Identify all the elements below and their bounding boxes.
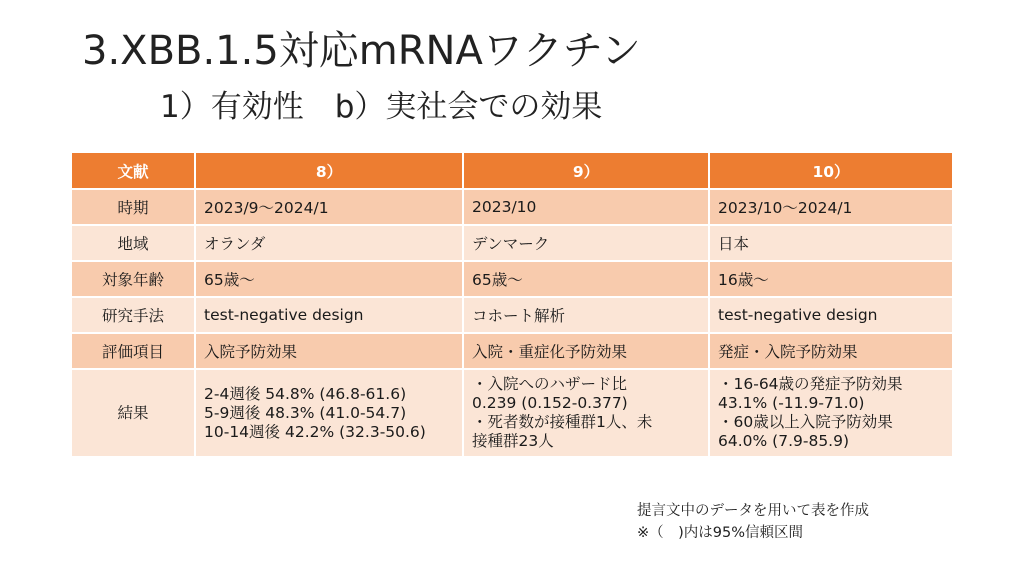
result-line: 5-9週後 48.3% (41.0-54.7): [204, 403, 407, 422]
table-cell: [709, 369, 953, 457]
result-line: 0.239 (0.152-0.377): [472, 394, 628, 412]
footnote: [637, 500, 869, 544]
table-row-endpoint: [71, 333, 953, 369]
result-line: 43.1% (-11.9-71.0): [718, 394, 865, 412]
slide-subtitle: 1）有効性 b）実社会での効果: [160, 89, 603, 125]
table-cell: 65歳〜: [463, 261, 709, 297]
table-row-method: [71, 297, 953, 333]
result-line: 64.0% (7.9-85.9): [718, 432, 850, 450]
footnote-source: 提言文中のデータを用いて表を作成: [637, 503, 869, 519]
header-cell-ref-10: 10）: [709, 152, 953, 189]
row-label: 地域: [71, 225, 195, 261]
table-cell: test-negative design: [195, 297, 463, 333]
result-line: ・60歳以上入院予防効果: [718, 413, 893, 431]
header-cell-reference: 文献: [71, 152, 195, 189]
table-cell: 2023/10: [463, 189, 709, 225]
table-cell: デンマーク: [463, 225, 709, 261]
table-cell: [463, 369, 709, 457]
table-cell: オランダ: [195, 225, 463, 261]
slide-title: 3.XBB.1.5対応mRNAワクチン: [82, 28, 641, 74]
row-label: 対象年齢: [71, 261, 195, 297]
result-line: 10-14週後 42.2% (32.3-50.6): [204, 422, 426, 441]
header-cell-ref-8: 8）: [195, 152, 463, 189]
row-label: 時期: [71, 189, 195, 225]
result-line: ・16-64歳の発症予防効果: [718, 375, 903, 393]
table-cell: 入院・重症化予防効果: [463, 333, 709, 369]
table-row-target-age: [71, 261, 953, 297]
table-cell: 日本: [709, 225, 953, 261]
row-label: 評価項目: [71, 333, 195, 369]
header-cell-ref-9: 9）: [463, 152, 709, 189]
result-line: 接種群23人: [472, 432, 554, 450]
result-line: ・入院へのハザード比: [472, 375, 628, 393]
row-label: 研究手法: [71, 297, 195, 333]
result-line: ・死者数が接種群1人、未: [472, 413, 653, 431]
row-label: 結果: [71, 369, 195, 457]
table-row-region: [71, 225, 953, 261]
table-cell: [195, 369, 463, 457]
table-cell: test-negative design: [709, 297, 953, 333]
table-cell: 16歳〜: [709, 261, 953, 297]
table-cell: 2023/9〜2024/1: [195, 189, 463, 225]
footnote-ci-note: ※（ )内は95%信頼区間: [637, 525, 804, 541]
table-header-row: [71, 152, 953, 189]
table-row-period: [71, 189, 953, 225]
table-cell: 2023/10〜2024/1: [709, 189, 953, 225]
table-cell: コホート解析: [463, 297, 709, 333]
table-cell: 入院予防効果: [195, 333, 463, 369]
table-cell: 65歳〜: [195, 261, 463, 297]
table-cell: 発症・入院予防効果: [709, 333, 953, 369]
study-comparison-table: [70, 151, 954, 458]
result-line: 2-4週後 54.8% (46.8-61.6): [204, 384, 407, 403]
table-row-results: [71, 369, 953, 457]
